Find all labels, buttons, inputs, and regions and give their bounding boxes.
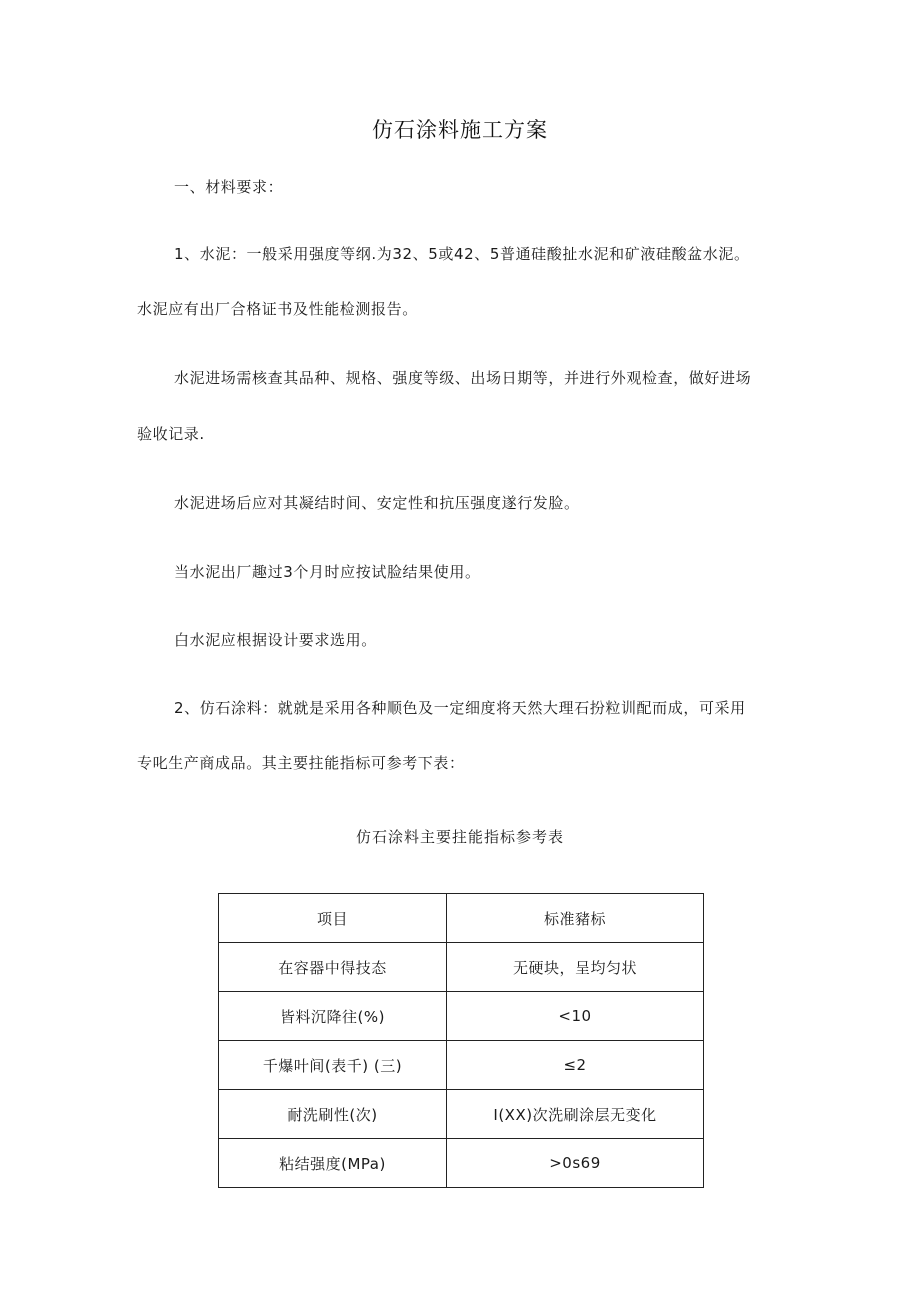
table-cell-value: I(XX)次洗刷涂层无变化 bbox=[447, 1090, 704, 1139]
table-row bbox=[219, 943, 704, 992]
paragraph-stone-coating: 2、仿石涂料：就就是采用各种顺色及一定细度将天然大理石扮粒训配而成，可采用 bbox=[174, 699, 746, 717]
paragraph-cement-test: 水泥进场后应对其凝结时间、安定性和抗压强度遂行发脸。 bbox=[174, 494, 580, 512]
table-header-item: 项目 bbox=[219, 894, 447, 943]
paragraph-cement-certificate: 水泥应有出厂合格证书及性能检测报告。 bbox=[137, 300, 418, 318]
table-row bbox=[219, 1090, 704, 1139]
table-cell-value: 无硬块，呈均匀状 bbox=[447, 943, 704, 992]
table-cell-value: <10 bbox=[447, 992, 704, 1041]
paragraph-cement-requirement: 1、水泥：一般采用强度等纲.为32、5或42、5普通硅酸扯水泥和矿液硅酸盆水泥。 bbox=[174, 245, 750, 263]
paragraph-cement-inspection-cont: 验收记录. bbox=[137, 425, 205, 443]
table-cell-item: 千爆叶间(表千) (三) bbox=[219, 1041, 447, 1090]
table-cell-item: 粘结强度(MPa) bbox=[219, 1139, 447, 1188]
table-cell-item: 皆料沉降往(%) bbox=[219, 992, 447, 1041]
table-cell-value: ≤2 bbox=[447, 1041, 704, 1090]
table-header-row bbox=[219, 894, 704, 943]
paragraph-white-cement: 白水泥应根据设计要求选用。 bbox=[174, 631, 377, 649]
table-cell-item: 耐洗刷性(次) bbox=[219, 1090, 447, 1139]
spec-table bbox=[218, 893, 704, 1188]
section-heading: 一、材料要求： bbox=[174, 178, 284, 196]
table-caption: 仿石涂料主要拄能指标参考表 bbox=[355, 828, 564, 846]
paragraph-cement-expiry: 当水泥出厂趣过3个月时应按试脸结果使用。 bbox=[174, 563, 481, 581]
table-row bbox=[219, 992, 704, 1041]
paragraph-cement-inspection: 水泥进场需核查其品种、规格、强度等级、出场日期等，并进行外观检查，做好进场 bbox=[174, 369, 752, 387]
paragraph-stone-coating-cont: 专叱生产商成品。其主要拄能指标可参考下表： bbox=[137, 754, 465, 772]
table-row bbox=[219, 1139, 704, 1188]
table-cell-value: >0s69 bbox=[447, 1139, 704, 1188]
table-header-standard: 标准豬标 bbox=[447, 894, 704, 943]
table-cell-item: 在容器中得技态 bbox=[219, 943, 447, 992]
table-row bbox=[219, 1041, 704, 1090]
document-title: 仿石涂料施工方案 bbox=[372, 118, 548, 142]
